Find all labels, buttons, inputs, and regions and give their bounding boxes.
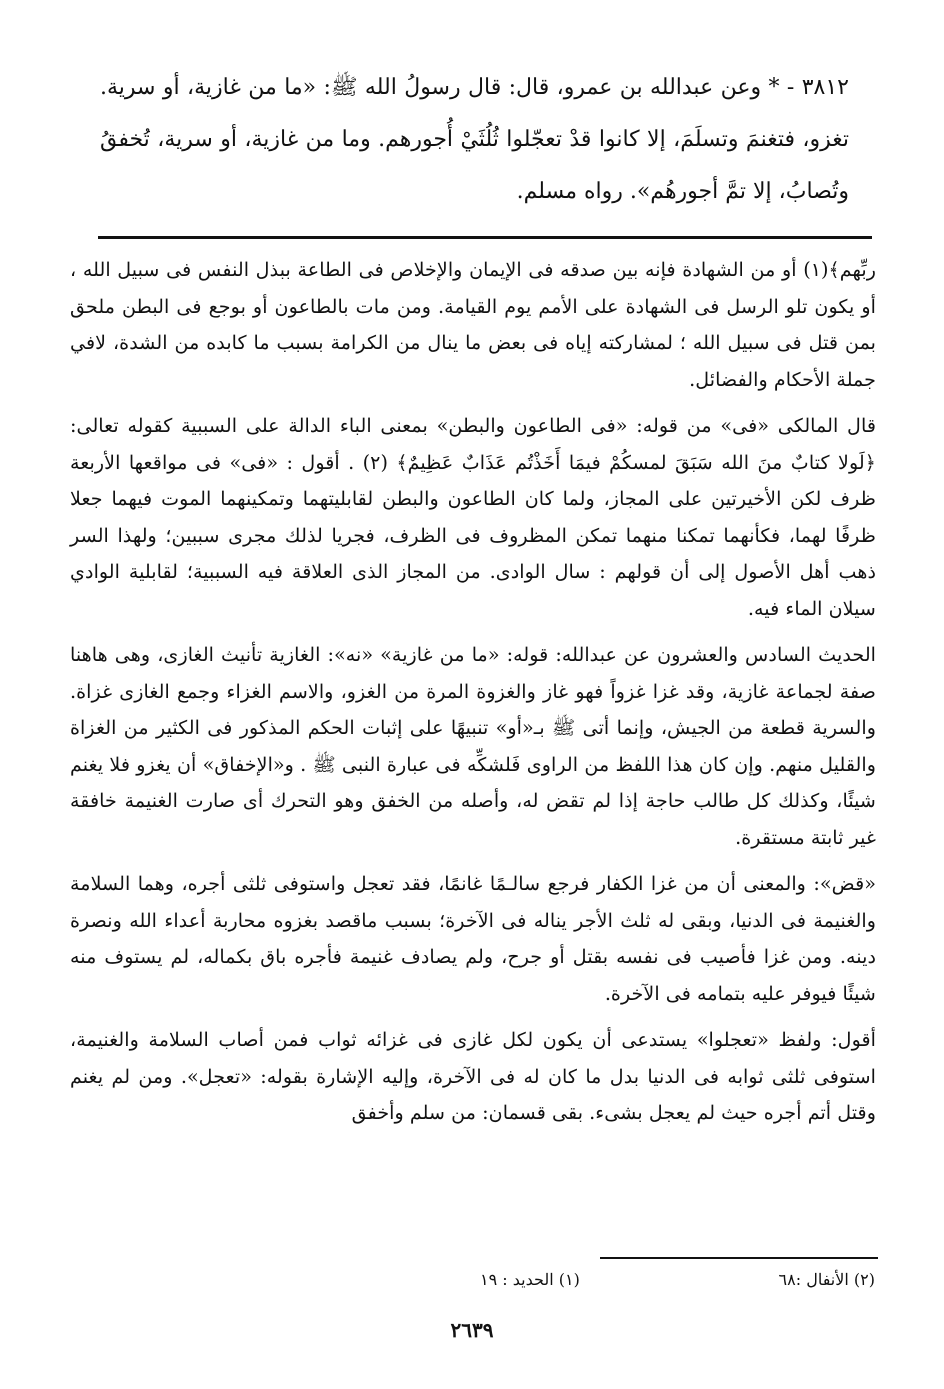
section-divider (98, 236, 872, 239)
footnote-2: (٢) الأنفال :٦٨ (778, 1270, 875, 1289)
commentary-paragraph: أقول: ولفظ «تعجلوا» يستدعى أن يكون لكل غازى فى غزائه ثواب فمن أصاب السلامة والغنيمة، استوفى ثلثى ثوابه فى الدنيا بدل ما كان له فى الآخرة، وإليه الإشارة بقوله: «تعجل». ومن لم يغنم وقتل أتم أجره حيث لم يعجل بشىء. بقى قسمان: من سلم وأخفق (70, 1028, 876, 1124)
commentary-paragraph: الحديث السادس والعشرون عن عبدالله: قوله: «ما من غازية» «نه»: الغازية تأنيث الغازى، وهى هاهنا صفة لجماعة غازية، وقد غزا غزواً فهو غاز والغزوة المرة من الغزو، والاسم الغزاء وجمع الغازى غزاة. والسرية قطعة من الجيش، وإنما أتى ﷺ بـ«أو» تنبيهًا على إثبات الحكم المذكور فى الكثير من الغزاة والقليل منهم. وإن كان هذا اللفظ من الراوى فَلشكِّه فى عبارة النبى ﷺ . و«الإخفاق» أن يغزو فلا يغنم شيئًا، وكذلك كل طالب حاجة إذا لم تقض له، وأصله من الخفق وهو التحرك أى صارت الغنيمة خافقة غير ثابتة مستقرة. (70, 643, 876, 849)
footnote-divider (600, 1257, 878, 1259)
hadith-text: ٣٨١٢ - * وعن عبدالله بن عمرو، قال: قال رسولُ الله ﷺ: «ما من غازية، أو سرية. تغزو، فتغنمَ وتسلَمَ، إلا كانوا قدْ تعجّلوا ثُلُثَيْ أُجورهم. وما من غازية، أو سرية، تُخفقُ وتُصابُ، إلا تمَّ أجورهُم». رواه مسلم. (100, 75, 849, 204)
commentary-paragraph: قال المالكى «فى» من قوله: «فى الطاعون والبطن» بمعنى الباء الدالة على السببية كقوله تعالى: ﴿لَولا كتابٌ منَ الله سَبَقَ لمسكُمْ فيمَا أَخَذْتُم عَذَابٌ عَظِيمٌ﴾ (٢) . أقول : «فى» فى مواقعها الأربعة ظرف لكن الأخيرتين على المجاز، ولما كان الطاعون والبطن لقابليتهما وتمكينهما الموت فيهما جعلا ظرفًا لهما، فكأنهما تمكنا منهما تمكن المظروف فى الظرف، فجريا لذلك مجرى سببين؛ ولهذا السر ذهب أهل الأصول إلى أن قولهم : سال الوادى. من المجاز الذى العلاقة فيه السببية؛ لقابلية الوادي سيلان الماء فيه. (70, 414, 876, 620)
page-number: ٢٦٣٩ (450, 1318, 494, 1342)
commentary (70, 252, 876, 1142)
footnote-1: (١) الحديد : ١٩ (480, 1270, 580, 1289)
commentary-paragraph: «قض»: والمعنى أن من غزا الكفار فرجع سالـمًا غانمًا، فقد تعجل واستوفى ثلثى أجره، وهما السلامة والغنيمة فى الدنيا، وبقى له ثلث الأجر يناله فى الآخرة؛ بسبب ماقصد بغزوه محاربة أعداء الله ونصرة دينه. ومن غزا فأصيب فى نفسه بقتل أو جرح، ولم يصادف غنيمة فأجره باق بكماله، لم يستوف منه شيئًا فيوفر عليه بتمامه فى الآخرة. (70, 872, 876, 1005)
footnotes (480, 1270, 875, 1289)
commentary-paragraph: ربِّهم﴾(١) أو من الشهادة فإنه بين صدقه فى الإيمان والإخلاص فى الطاعة ببذل النفس فى سبيل الله ، أو يكون تلو الرسل فى الشهادة على الأمم يوم القيامة. ومن مات بالطاعون أو بوجع فى البطن ملحق بمن قتل فى سبيل الله ؛ لمشاركته إياه فى بعض ما ينال من الكرامة بسبب ما كابده من الشدة، لافي جملة الأحكام والفضائل. (70, 258, 877, 391)
